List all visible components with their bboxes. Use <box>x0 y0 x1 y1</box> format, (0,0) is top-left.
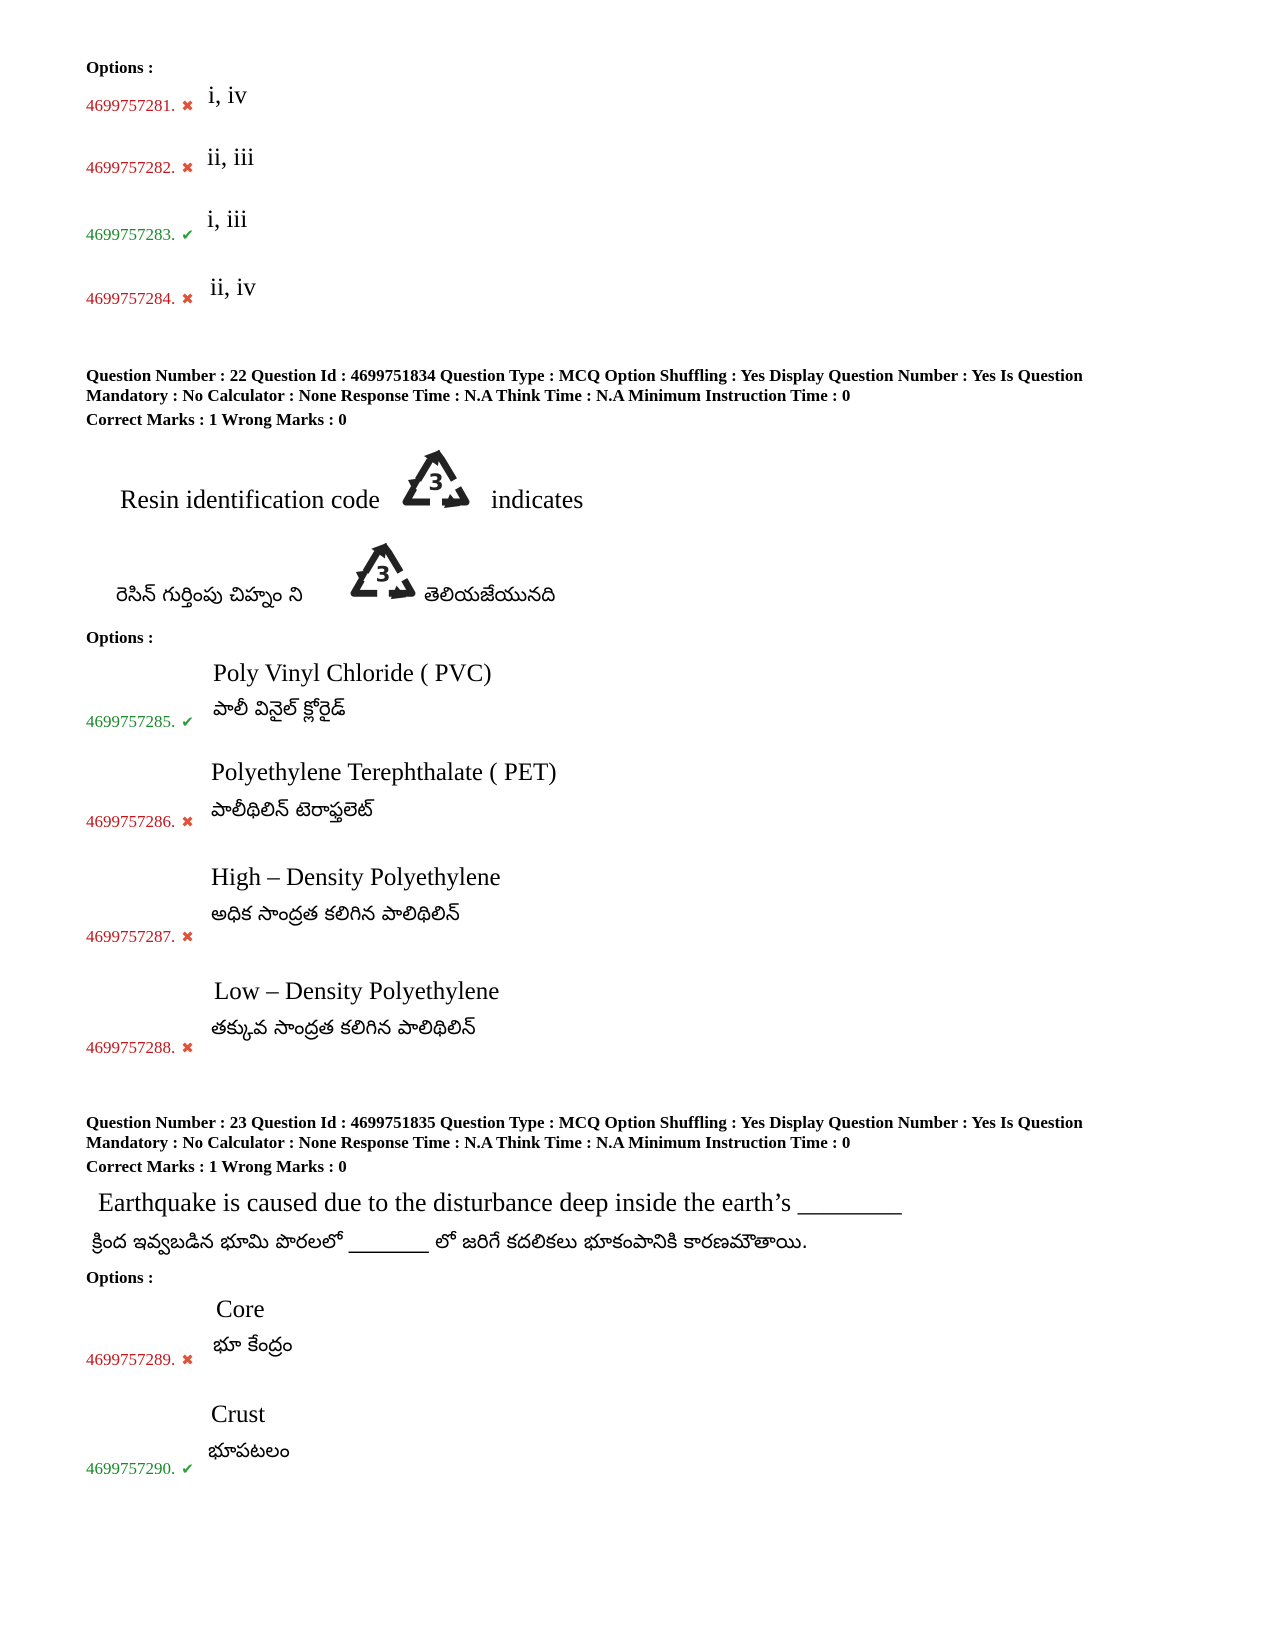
option-id: 4699757285. <box>86 712 176 731</box>
option-id: 4699757290. <box>86 1459 176 1478</box>
option-row <box>86 712 194 732</box>
recycle-triangle-icon <box>400 448 472 512</box>
option-text-te: భూపటలం <box>208 1438 290 1462</box>
option-text: ii, iv <box>210 274 256 301</box>
option-text: ii, iii <box>207 144 255 171</box>
option-id: 4699757283. <box>86 225 176 244</box>
option-text: i, iii <box>207 206 248 233</box>
option-row <box>86 289 194 309</box>
cross-mark-icon: ✖ <box>181 161 194 177</box>
option-text-en: Polyethylene Terephthalate ( PET) <box>211 759 557 786</box>
option-row <box>86 96 194 116</box>
question-meta-line: Question Number : 22 Question Id : 4699751834 Question Type : MCQ Option Shuffling : Yes Display Question Number : Yes Is Question <box>86 366 1083 385</box>
question-meta-line: Mandatory : No Calculator : None Response Time : N.A Think Time : N.A Minimum Instruction Time : 0 <box>86 386 851 405</box>
check-mark-icon: ✔ <box>181 1462 194 1478</box>
question-text-en: indicates <box>491 485 584 514</box>
options-label: Options : <box>86 1268 154 1287</box>
option-text-te: అధిక సాంద్రత కలిగిన పాలిథిలిన్ <box>211 901 460 925</box>
option-row <box>86 1350 194 1370</box>
option-id: 4699757288. <box>86 1038 176 1057</box>
question-text-en: Resin identification code <box>120 485 380 514</box>
cross-mark-icon: ✖ <box>181 292 194 308</box>
option-id: 4699757281. <box>86 96 176 115</box>
question-meta-line: Mandatory : No Calculator : None Response Time : N.A Think Time : N.A Minimum Instruction Time : 0 <box>86 1133 851 1152</box>
question-text-te: క్రింద ఇవ్వబడిన భూమి పొరలలో ________ లో జరిగే కదలికలు భూకంపానికి కారణమౌతాయి. <box>92 1229 808 1253</box>
option-text-en: Low – Density Polyethylene <box>214 978 500 1005</box>
check-mark-icon: ✔ <box>181 715 194 731</box>
question-text-en: Earthquake is caused due to the disturbance deep inside the earth’s ________ <box>98 1188 902 1217</box>
option-text: i, iv <box>208 82 247 109</box>
options-label: Options : <box>86 628 154 647</box>
recycle-triangle-icon <box>348 541 418 603</box>
question-text-te: రెసిన్ గుర్తింపు చిహ్నం ని <box>116 582 303 606</box>
question-marks: Correct Marks : 1 Wrong Marks : 0 <box>86 1157 347 1176</box>
cross-mark-icon: ✖ <box>181 930 194 946</box>
option-row <box>86 158 194 178</box>
option-row <box>86 927 194 947</box>
option-id: 4699757284. <box>86 289 176 308</box>
option-text-en: High – Density Polyethylene <box>211 864 501 891</box>
option-text-en: Poly Vinyl Chloride ( PVC) <box>213 660 492 687</box>
option-text-te: భూ కేంద్రం <box>213 1332 293 1356</box>
option-id: 4699757286. <box>86 812 176 831</box>
question-text-te: తెలియజేయునది <box>424 582 556 606</box>
question-meta-line: Question Number : 23 Question Id : 4699751835 Question Type : MCQ Option Shuffling : Yes Display Question Number : Yes Is Question <box>86 1113 1083 1132</box>
option-id: 4699757289. <box>86 1350 176 1369</box>
option-row <box>86 1038 194 1058</box>
cross-mark-icon: ✖ <box>181 1353 194 1369</box>
option-text-en: Core <box>216 1296 265 1323</box>
option-text-te: తక్కువ సాంద్రత కలిగిన పాలిథిలిన్ <box>211 1015 476 1039</box>
cross-mark-icon: ✖ <box>181 815 194 831</box>
option-row <box>86 1459 194 1479</box>
cross-mark-icon: ✖ <box>181 99 194 115</box>
resin-code-number: 3 <box>428 471 444 496</box>
cross-mark-icon: ✖ <box>181 1041 194 1057</box>
options-label: Options : <box>86 58 154 77</box>
question-marks: Correct Marks : 1 Wrong Marks : 0 <box>86 410 347 429</box>
option-row <box>86 812 194 832</box>
check-mark-icon: ✔ <box>181 228 194 244</box>
option-id: 4699757287. <box>86 927 176 946</box>
option-text-te: పాలీథిలిన్ టెరాఫ్తలెట్ <box>211 797 373 821</box>
option-text-en: Crust <box>211 1401 266 1428</box>
option-row <box>86 225 194 245</box>
option-text-te: పాలీ వినైల్ క్లోరైడ్ <box>213 696 346 720</box>
option-id: 4699757282. <box>86 158 176 177</box>
resin-code-number: 3 <box>375 562 391 588</box>
